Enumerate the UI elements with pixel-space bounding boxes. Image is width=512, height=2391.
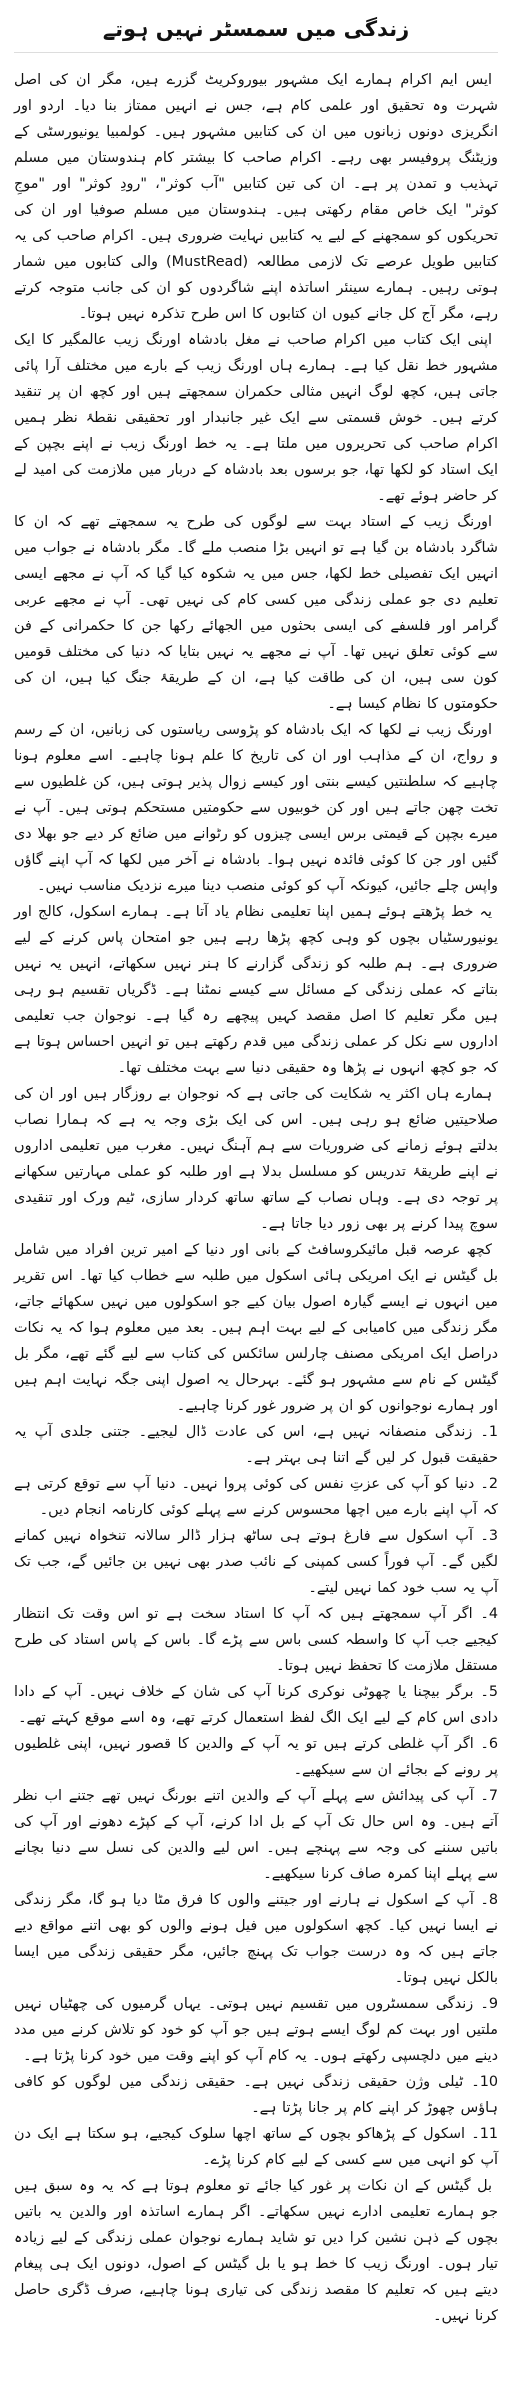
article-paragraph: 5۔ برگر بیچنا یا چھوٹی نوکری کرنا آپ کی شان کے خلاف نہیں۔ آپ کے دادا دادی اس کام کے لیے ایک الگ لفظ استعمال کرتے تھے، وہ اسے موقع کہتے تھے۔ bbox=[14, 1684, 498, 1726]
article-paragraph: ایس ایم اکرام ہمارے ایک مشہور بیوروکریٹ گزرے ہیں، مگر ان کی اصل شہرت وہ تحقیق اور علمی کام ہے، جس نے انہیں ممتاز بنا دیا۔ اردو اور انگریزی دونوں زبانوں میں ان کی کتابیں مشہور ہیں۔ کولمبیا یونیورسٹی کے وزیٹنگ پروفیسر بھی رہے۔ اکرام صاحب کا بیشتر کام ہندوستان میں مسلم تہذیب و تمدن پر ہے۔ ان کی تین کتابیں "آب کوثر"، "رودِ کوثر" اور "موجِ کوثر" ایک خاص مقام رکھتی ہیں۔ ہندوستان میں مسلم صوفیا اور ان کی تحریکوں کو سمجھنے کے لیے یہ کتابیں نہایت ضروری ہیں۔ اکرام صاحب کی یہ کتابیں طویل عرصے تک لازمی مطالعہ (MustRead) والی کتابوں میں شمار ہوتی رہیں۔ ہمارے سینئر اساتذہ اپنے شاگردوں کو ان کی جانب متوجہ کرتے رہے، مگر آج کل جانے کیوں ان کتابوں کا اس طرح تذکرہ نہیں ہوتا۔ bbox=[14, 72, 499, 322]
article-paragraph: 2۔ دنیا کو آپ کی عزتِ نفس کی کوئی پروا نہیں۔ دنیا آپ سے توقع کرتی ہے کہ آپ اپنے بارے میں اچھا محسوس کرنے سے پہلے کوئی کارنامہ انجام دیں۔ bbox=[14, 1476, 498, 1518]
article-title: زندگی میں سمسٹر نہیں ہوتے bbox=[14, 14, 498, 53]
article-paragraph: یہ خط پڑھتے ہوئے ہمیں اپنا تعلیمی نظام یاد آتا ہے۔ ہمارے اسکول، کالج اور یونیورسٹیاں بچوں کو وہی کچھ پڑھا رہے ہیں جو امتحان پاس کرنے کے لیے ضروری ہے۔ ہم طلبہ کو زندگی گزارنے کا ہنر نہیں سکھاتے، انہیں یہ نہیں بتاتے کہ عملی زندگی کے مسائل سے کیسے نمٹنا ہے۔ ڈگریاں تقسیم ہو رہی ہیں مگر تعلیم کا اصل مقصد کہیں پیچھے رہ گیا ہے۔ نوجوان جب تعلیمی اداروں سے نکل کر عملی زندگی میں قدم رکھتے ہیں تو انہیں احساس ہوتا ہے کہ جو کچھ انہوں نے پڑھا وہ حقیقی دنیا سے بہت مختلف تھا۔ bbox=[14, 904, 498, 1076]
article-paragraph: 11۔ اسکول کے پڑھاکو بچوں کے ساتھ اچھا سلوک کیجیے، ہو سکتا ہے ایک دن آپ کو انہی میں سے کسی کے لیے کام کرنا پڑے۔ bbox=[14, 2126, 498, 2168]
article-paragraph: 10۔ ٹیلی وژن حقیقی زندگی نہیں ہے۔ حقیقی زندگی میں لوگوں کو کافی ہاؤس چھوڑ کر اپنے کام پر جانا پڑتا ہے۔ bbox=[14, 2074, 498, 2116]
article-paragraph: 1۔ زندگی منصفانہ نہیں ہے، اس کی عادت ڈال لیجیے۔ جتنی جلدی آپ یہ حقیقت قبول کر لیں گے اتنا ہی بہتر ہے۔ bbox=[14, 1424, 498, 1466]
article-paragraph: ہمارے ہاں اکثر یہ شکایت کی جاتی ہے کہ نوجوان بے روزگار ہیں اور ان کی صلاحیتیں ضائع ہو رہی ہیں۔ اس کی ایک بڑی وجہ یہ ہے کہ ہمارا نصاب بدلتے ہوئے زمانے کی ضروریات سے ہم آہنگ نہیں۔ مغرب میں تعلیمی اداروں نے اپنے طریقۂ تدریس کو مسلسل بدلا ہے اور طلبہ کو عملی مہارتیں سکھانے پر توجہ دی ہے۔ وہاں نصاب کے ساتھ ساتھ کردار سازی، ٹیم ورک اور تنقیدی سوچ پیدا کرنے پر بھی زور دیا جاتا ہے۔ bbox=[14, 1086, 498, 1232]
article-paragraph: اپنی ایک کتاب میں اکرام صاحب نے مغل بادشاہ اورنگ زیب عالمگیر کا ایک مشہور خط نقل کیا ہے۔ ہمارے ہاں اورنگ زیب کے بارے میں مختلف آرا پائی جاتی ہیں، کچھ لوگ انہیں مثالی حکمران سمجھتے ہیں اور کچھ ان پر تنقید کرتے ہیں۔ خوش قسمتی سے ایک غیر جانبدار اور تحقیقی نقطۂ نظر ہمیں اکرام صاحب کی تحریروں میں ملتا ہے۔ یہ خط اورنگ زیب نے اپنے بچپن کے ایک استاد کو لکھا تھا، جو برسوں بعد بادشاہ کے دربار میں ملازمت کی امید لے کر حاضر ہوئے تھے۔ bbox=[14, 332, 498, 504]
article-paragraph: 8۔ آپ کے اسکول نے ہارنے اور جیتنے والوں کا فرق مٹا دیا ہو گا، مگر زندگی نے ایسا نہیں کیا۔ کچھ اسکولوں میں فیل ہونے والوں کو بھی اتنے مواقع دیے جاتے ہیں کہ وہ درست جواب تک پہنچ جائیں، مگر حقیقی زندگی میں ایسا بالکل نہیں ہوتا۔ bbox=[14, 1892, 498, 1986]
article-paragraph: اورنگ زیب کے استاد بہت سے لوگوں کی طرح یہ سمجھتے تھے کہ ان کا شاگرد بادشاہ بن گیا ہے تو انہیں بڑا منصب ملے گا۔ مگر بادشاہ نے جواب میں انہیں ایک تفصیلی خط لکھا، جس میں یہ شکوہ کیا گیا کہ آپ نے مجھے ایسی تعلیم دی جو عملی زندگی میں کسی کام کی نہیں تھی۔ آپ نے مجھے عربی گرامر اور فلسفے کی ایسی بحثوں میں الجھائے رکھا جن کا حکمرانی کے فن سے کوئی تعلق نہیں تھا۔ آپ نے مجھے یہ نہیں بتایا کہ دنیا کی مختلف قومیں کون سی ہیں، ان کی طاقت کیا ہے، ان کے طریقۂ جنگ کیا ہیں، ان کی حکومتوں کا نظام کیسا ہے۔ bbox=[14, 514, 498, 712]
article-body bbox=[14, 67, 498, 2381]
article-paragraph: 7۔ آپ کی پیدائش سے پہلے آپ کے والدین اتنے بورنگ نہیں تھے جتنے اب نظر آتے ہیں۔ وہ اس حال تک آپ کے بل ادا کرنے، آپ کے کپڑے دھونے اور آپ کی باتیں سننے کی وجہ سے پہنچے ہیں۔ اس لیے والدین کی نسل سے دنیا بچانے سے پہلے اپنا کمرہ صاف کرنا سیکھیے۔ bbox=[14, 1788, 498, 1882]
article-paragraph: اورنگ زیب نے لکھا کہ ایک بادشاہ کو پڑوسی ریاستوں کی زبانیں، ان کے رسم و رواج، ان کے مذاہب اور ان کی تاریخ کا علم ہونا چاہیے۔ اسے معلوم ہونا چاہیے کہ سلطنتیں کیسے بنتی اور کیسے زوال پذیر ہوتی ہیں، کن غلطیوں سے تخت چھن جاتے ہیں اور کن خوبیوں سے حکومتیں مستحکم ہوتی ہیں۔ آپ نے میرے بچپن کے قیمتی برس ایسی چیزوں کو رٹوانے میں ضائع کر دیے جو بھلا دی گئیں اور جن کا کوئی فائدہ نہیں ہوا۔ بادشاہ نے آخر میں لکھا کہ آپ اپنے گاؤں واپس چلے جائیں، کیونکہ آپ کو کوئی منصب دینا میرے نزدیک مناسب نہیں۔ bbox=[14, 722, 498, 894]
article-paragraph: 3۔ آپ اسکول سے فارغ ہوتے ہی ساٹھ ہزار ڈالر سالانہ تنخواہ نہیں کمانے لگیں گے۔ آپ فوراً کسی کمپنی کے نائب صدر بھی نہیں بن جائیں گے، جب تک آپ یہ سب خود کما نہیں لیتے۔ bbox=[14, 1528, 498, 1596]
article-paragraph: 4۔ اگر آپ سمجھتے ہیں کہ آپ کا استاد سخت ہے تو اس وقت تک انتظار کیجیے جب آپ کا واسطہ کسی باس سے پڑے گا۔ باس کے پاس استاد کی طرح مستقل ملازمت کا تحفظ نہیں ہوتا۔ bbox=[14, 1606, 498, 1674]
article-paragraph: 6۔ اگر آپ غلطی کرتے ہیں تو یہ آپ کے والدین کا قصور نہیں، اپنی غلطیوں پر رونے کے بجائے ان سے سیکھیے۔ bbox=[14, 1736, 498, 1778]
article-paragraph: 9۔ زندگی سمسٹروں میں تقسیم نہیں ہوتی۔ یہاں گرمیوں کی چھٹیاں نہیں ملتیں اور بہت کم لوگ ایسے ہوتے ہیں جو آپ کو خود کو تلاش کرنے میں مدد دینے میں دلچسپی رکھتے ہوں۔ یہ کام آپ کو اپنے وقت میں خود کرنا پڑتا ہے۔ bbox=[14, 1996, 498, 2064]
article-paragraph: بل گیٹس کے ان نکات پر غور کیا جائے تو معلوم ہوتا ہے کہ یہ وہ سبق ہیں جو ہمارے تعلیمی ادارے نہیں سکھاتے۔ اگر ہمارے اساتذہ اور والدین یہ باتیں بچوں کے ذہن نشین کرا دیں تو شاید ہمارے نوجوان عملی زندگی کے لیے زیادہ تیار ہوں۔ اورنگ زیب کا خط ہو یا بل گیٹس کے اصول، دونوں ایک ہی پیغام دیتے ہیں کہ تعلیم کا مقصد زندگی کی تیاری ہونا چاہیے، صرف ڈگری حاصل کرنا نہیں۔ bbox=[14, 2178, 498, 2324]
article-paragraph: کچھ عرصہ قبل مائیکروسافٹ کے بانی اور دنیا کے امیر ترین افراد میں شامل بل گیٹس نے ایک امریکی ہائی اسکول میں طلبہ سے خطاب کیا تھا۔ اس تقریر میں انہوں نے ایسے گیارہ اصول بیان کیے جو اسکولوں میں نہیں سکھائے جاتے، مگر زندگی میں کامیابی کے لیے بہت اہم ہیں۔ بعد میں معلوم ہوا کہ یہ نکات دراصل ایک امریکی مصنف چارلس سائکس کی کتاب سے لیے گئے تھے، مگر بل گیٹس کے نام سے مشہور ہو گئے۔ بہرحال یہ اصول اپنی جگہ نہایت اہم ہیں اور ہمارے نوجوانوں کو ان پر ضرور غور کرنا چاہیے۔ bbox=[14, 1242, 498, 1414]
